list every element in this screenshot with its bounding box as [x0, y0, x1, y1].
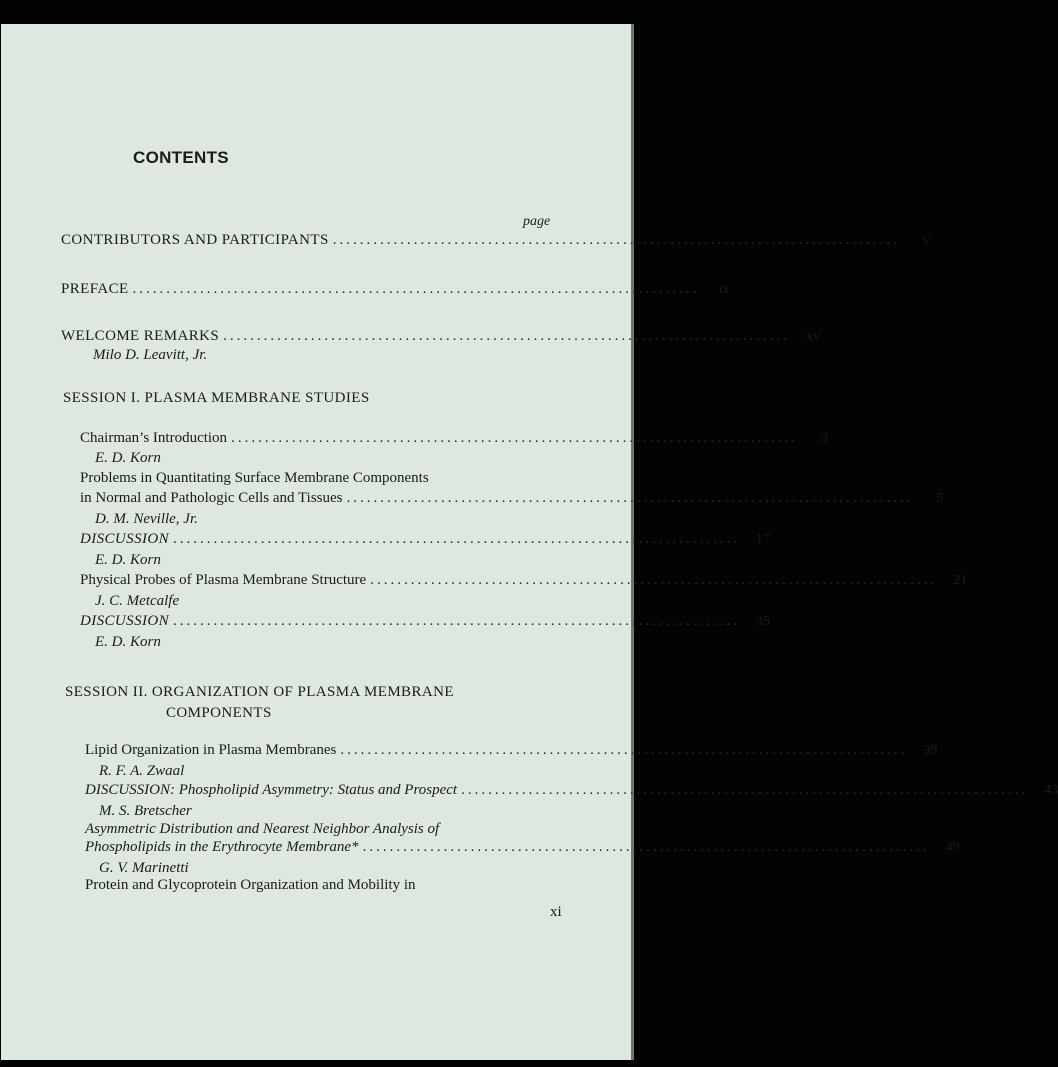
toc-entry-title: Phospholipids in the Erythrocyte Membrane*	[85, 839, 359, 855]
toc-entry-title: DISCUSSION: Phospholipid Asymmetry: Status and Prospect	[85, 782, 458, 798]
toc-entry-author: R. F. A. Zwaal	[99, 763, 185, 779]
toc-entry-problems-quantitating[interactable]	[80, 490, 944, 507]
toc-entry-welcome-remarks[interactable]	[61, 328, 821, 345]
toc-entry-author: E. D. Korn	[95, 450, 161, 466]
toc-entry-page: xv	[806, 329, 821, 344]
toc-entry-preface[interactable]	[61, 281, 730, 298]
toc-entry-protein-glycoprotein[interactable]: Protein and Glycoprotein Organization and Mobility in	[85, 877, 416, 893]
toc-entry-author: E. D. Korn	[95, 552, 161, 568]
page-folio: xi	[550, 904, 562, 920]
toc-entry-page: ix	[718, 282, 730, 297]
toc-entry-title: CONTRIBUTORS AND PARTICIPANTS	[61, 232, 329, 248]
toc-entry-title: Physical Probes of Plasma Membrane Structure	[80, 572, 367, 588]
toc-entry-asymmetric-distribution[interactable]	[85, 839, 960, 856]
toc-entry-physical-probes[interactable]	[80, 572, 968, 589]
leader-dots: ....................................................................................	[461, 782, 1029, 798]
toc-entry-title: WELCOME REMARKS	[61, 328, 220, 344]
toc-entry-page: 35	[756, 614, 770, 629]
toc-entry-title-line1[interactable]: Asymmetric Distribution and Nearest Neighbor Analysis of	[85, 821, 440, 837]
leader-dots: ....................................................................................	[346, 490, 914, 506]
toc-entry-author: J. C. Metcalfe	[95, 593, 180, 609]
toc-entry-title-line1[interactable]: Problems in Quantitating Surface Membrane Components	[80, 470, 429, 486]
toc-entry-page: 21	[953, 573, 968, 588]
toc-entry-discussion-phospholipid[interactable]	[85, 782, 1058, 799]
toc-entry-author: E. D. Korn	[95, 634, 161, 650]
toc-entry-title: Chairman’s Introduction	[80, 430, 228, 446]
session-1-title: SESSION I. PLASMA MEMBRANE STUDIES	[63, 390, 370, 406]
leader-dots: ....................................................................................	[173, 531, 740, 547]
toc-entry-title: in Normal and Pathologic Cells and Tissues	[80, 490, 343, 506]
leader-dots: ....................................................................................	[362, 839, 930, 855]
leader-dots: ....................................................................................	[223, 328, 791, 344]
leader-dots: ....................................................................................	[340, 742, 908, 758]
toc-entry-page: v	[922, 233, 930, 248]
toc-entry-page: 39	[923, 743, 938, 758]
leader-dots: ....................................................................................	[231, 430, 799, 446]
book-page	[1, 24, 1058, 1060]
leader-dots: ....................................................................................	[370, 572, 938, 588]
toc-entry-author: G. V. Marinetti	[99, 860, 189, 876]
toc-entry-page: 49	[945, 840, 960, 855]
toc-entry-contributors[interactable]	[61, 232, 930, 249]
toc-entry-page: 5	[936, 491, 944, 506]
toc-entry-chairmans-introduction[interactable]	[80, 430, 829, 447]
leader-dots: ....................................................................................	[332, 232, 900, 248]
leader-dots: ....................................................................................	[132, 281, 700, 297]
toc-entry-discussion-2[interactable]	[80, 613, 770, 630]
toc-entry-author: M. S. Bretscher	[99, 803, 192, 819]
toc-entry-title: DISCUSSION	[80, 531, 169, 547]
toc-entry-discussion-1[interactable]	[80, 531, 770, 548]
page-column-label: page	[523, 214, 551, 229]
session-2-title-line1: SESSION II. ORGANIZATION OF PLASMA MEMBRANE	[65, 684, 454, 700]
contents-heading: CONTENTS	[133, 148, 229, 167]
session-2-title-line2: COMPONENTS	[166, 705, 272, 721]
toc-entry-page: 3	[821, 431, 829, 446]
toc-entry-page: 17	[756, 532, 770, 547]
toc-entry-page: 43	[1044, 783, 1058, 798]
toc-entry-author: D. M. Neville, Jr.	[95, 511, 198, 527]
toc-entry-author: Milo D. Leavitt, Jr.	[93, 347, 208, 363]
toc-entry-title: PREFACE	[61, 281, 129, 297]
leader-dots: ....................................................................................	[173, 613, 740, 629]
toc-entry-title: DISCUSSION	[80, 613, 169, 629]
toc-entry-title: Lipid Organization in Plasma Membranes	[85, 742, 337, 758]
toc-entry-lipid-organization[interactable]	[85, 742, 938, 759]
